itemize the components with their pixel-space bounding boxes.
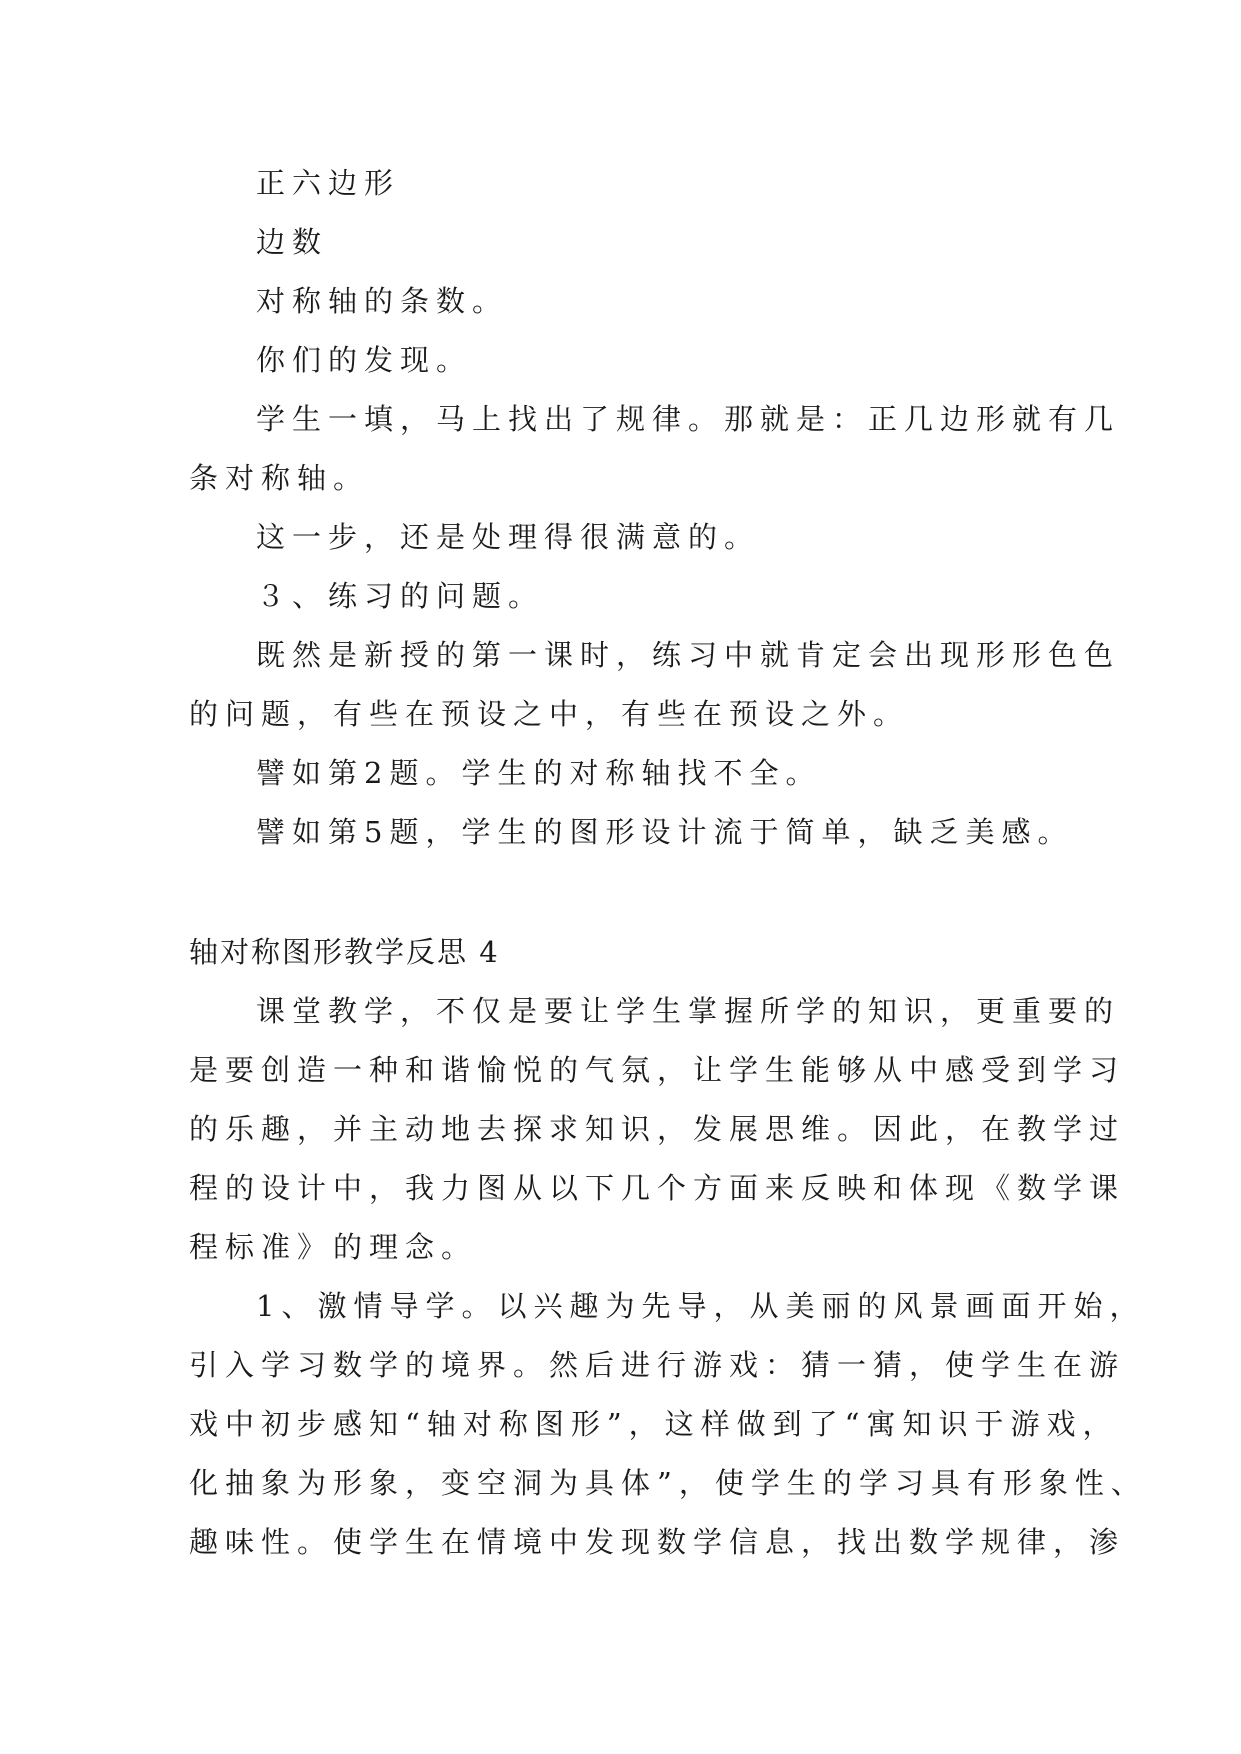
text-line: 1、激情导学。以兴趣为先导，从美丽的风景画面开始， [256,1289,1146,1323]
text-line: 譬如第5题，学生的图形设计流于简单，缺乏美感。 [256,815,1074,849]
text-line: 是要创造一种和谐愉悦的气氛，让学生能够从中感受到学习 [189,1053,1126,1087]
text-line: 边数 [256,225,329,259]
text-line: 程的设计中，我力图从以下几个方面来反映和体现《数学课 [189,1171,1126,1205]
text-line: 正六边形 [256,166,401,200]
text-line: 课堂教学，不仅是要让学生掌握所学的知识，更重要的 [256,994,1121,1028]
text-line: 对称轴的条数。 [256,284,509,318]
text-line: 的乐趣，并主动地去探求知识，发展思维。因此，在教学过 [189,1112,1126,1146]
text-line: 譬如第2题。学生的对称轴找不全。 [256,756,822,790]
text-line: 既然是新授的第一课时，练习中就肯定会出现形形色色 [256,638,1121,672]
text-line: 化抽象为形象，变空洞为具体”，使学生的学习具有形象性、 [189,1466,1147,1500]
text-line: 程标准》的理念。 [189,1230,478,1264]
text-line: 条对称轴。 [189,461,370,495]
text-line: 戏中初步感知“轴对称图形”，这样做到了“寓知识于游戏， [189,1407,1119,1441]
text-line: 你们的发现。 [256,343,473,377]
text-line: 学生一填，马上找出了规律。那就是：正几边形就有几 [256,402,1121,436]
text-line: 的问题，有些在预设之中，有些在预设之外。 [189,697,910,731]
text-line: 趣味性。使学生在情境中发现数学信息，找出数学规律，渗 [189,1525,1126,1559]
text-line: ３、练习的问题。 [256,579,545,613]
section-title: 轴对称图形教学反思 4 [189,935,500,969]
text-line: 这一步，还是处理得很满意的。 [256,520,761,554]
text-line: 引入学习数学的境界。然后进行游戏：猜一猜，使学生在游 [189,1348,1126,1382]
